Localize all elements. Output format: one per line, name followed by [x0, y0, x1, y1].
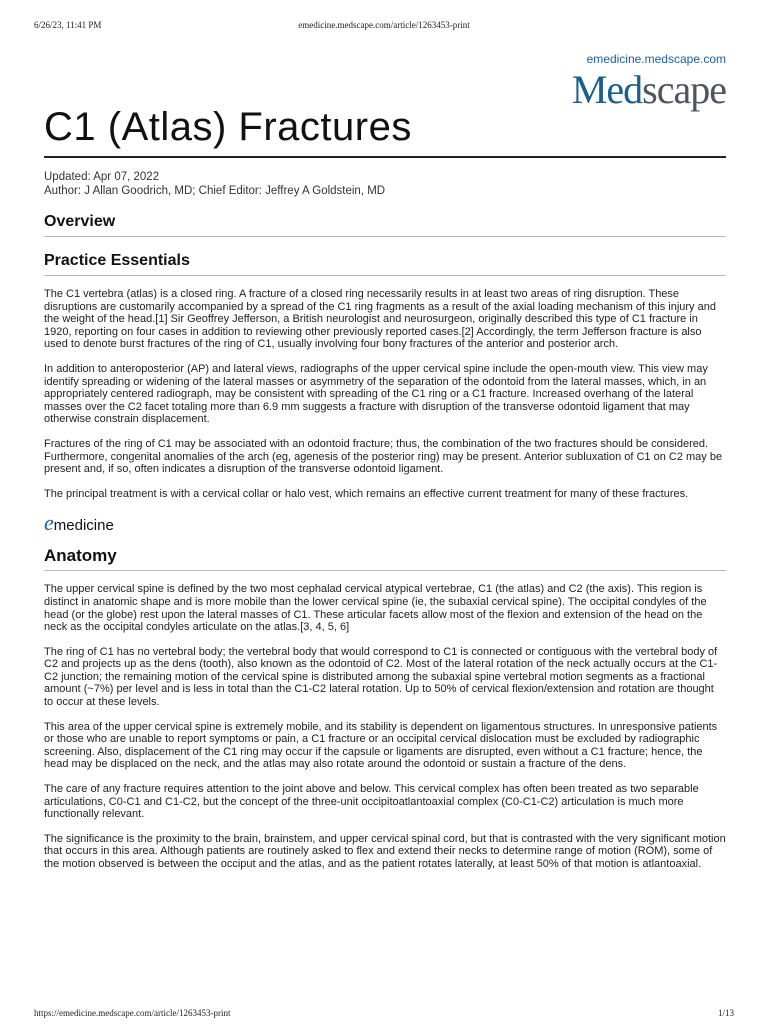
paragraph: The C1 vertebra (atlas) is a closed ring. A fracture of a closed ring necessarily results in at least two areas of ring disruption. These disruptions are customarily accompanied by a spread of the C1 ring fragments as a result of the axial loading mechanism of this injury and the weight of the head.[1] Sir Geoffrey Jefferson, a British neurologist and neurosurgeon, originally described this type of C1 fracture in 1920, reporting on four cases in addition to reviewing other previously reported cases.[2] Accordingly, the term Jefferson fracture is also used to denote burst fractures of the ring of C1, usually involving four bony fractures of the anterior and posterior arch.: [44, 288, 716, 351]
emedicine-logo: [44, 510, 726, 536]
title-divider: [44, 156, 726, 158]
anatomy-divider: [44, 570, 726, 571]
logo-scape: scape: [642, 67, 726, 112]
practice-essentials-heading: Practice Essentials: [44, 252, 190, 269]
paragraph: In addition to anteroposterior (AP) and lateral views, radiographs of the upper cervical spine include the open-mouth view. This view may identify spreading or widening of the lateral masses or asymmetry of the separation of the odontoid from the lateral masses, which, in an appropriately centered radiograph, may be consistent with spreading of the C1 ring or a C1 fracture. Increased overhang of the lateral masses over the C2 facet totaling more than 6.9 mm suggests a fracture with disruption of the transverse odontoid ligament that may otherwise constrain displacement.: [44, 362, 708, 426]
print-datetime: 6/26/23, 11:41 PM: [34, 20, 102, 30]
article-meta: [44, 170, 726, 198]
practice-divider: [44, 275, 726, 276]
authors: Author: J Allan Goodrich, MD; Chief Editor: Jeffrey A Goldstein, MD: [44, 185, 386, 197]
paragraph: The significance is the proximity to the brain, brainstem, and upper cervical spinal cord, but that is contrasted with the very significant motion that occurs in this area. Although patients are routinely asked to flex and extend their necks to determine range of motion (ROM), some of the motion observed is between the occiput and the atlas, and as the patient rotates laterally, at least 50% of that motion is atlantoaxial.: [44, 832, 726, 870]
medscape-logo[interactable]: [571, 67, 726, 112]
overview-heading: Overview: [44, 213, 116, 230]
paragraph: This area of the upper cervical spine is extremely mobile, and its stability is dependent on ligamentous structures. In unresponsive patients or those who are unable to report symptoms or pain, a C1 fracture or an occipital cervical dislocation must be excluded by radiographic screening. Also, displacement of the C1 ring may occur if the capsule or ligaments are disrupted, even without a C1 fracture; hence, the head may be displaced on the neck, and the atlas may also rotate around the odontoid or sustain a fracture of the dens.: [44, 720, 718, 771]
anatomy-heading: Anatomy: [44, 546, 117, 566]
site-link[interactable]: emedicine.medscape.com: [586, 52, 726, 66]
article-page: [44, 52, 726, 871]
paragraph: The principal treatment is with a cervical collar or halo vest, which remains an effective current treatment for many of these fractures.: [44, 487, 689, 500]
page-number: 1/13: [717, 1008, 734, 1018]
paragraph: Fractures of the ring of C1 may be associated with an odontoid fracture; thus, the combination of the two fractures should be considered. Furthermore, congenital anomalies of the arch (eg, agenesis of the posterior ring) may be present. Anterior subluxation of C1 on C2 may be present and, if so, often indicates a disruption of the transverse odontoid ligament.: [44, 437, 723, 476]
footer-url: https://emedicine.medscape.com/article/1263453-print: [34, 1008, 231, 1018]
logo-med: Med: [571, 67, 643, 112]
emedicine-logo-e: e: [44, 510, 54, 536]
updated-date: Updated: Apr 07, 2022: [44, 171, 160, 183]
overview-divider: [44, 236, 726, 237]
emedicine-logo-text: medicine: [53, 517, 114, 535]
anatomy-body: [44, 583, 726, 870]
print-url: emedicine.medscape.com/article/1263453-print: [298, 20, 470, 30]
article-title: C1 (Atlas) Fractures: [44, 105, 412, 149]
practice-essentials-body: [44, 288, 726, 500]
paragraph: The upper cervical spine is defined by the two most cephalad cervical atypical vertebrae, C1 (the atlas) and C2 (the axis). This region is distinct in anatomic shape and is more mobile than the lower cervical spine (ie, the subaxial cervical spine). The occipital condyles of the head (or the globe) rest upon the lateral masses of C1. These articular facets allow most of the flexion and extension of the head on the neck as the occipital condyles articulate on the atlas.[3, 4, 5, 6]: [44, 583, 707, 634]
paragraph: The ring of C1 has no vertebral body; the vertebral body that would correspond to C1 is connected or contiguous with the vertebral body of C2 and projects up as the dens (tooth), also known as the odontoid of C2. Most of the lateral rotation of the neck actually occurs at the C1-C2 junction; the remaining motion of the cervical spine is distributed among the subaxial spine vertebral motion segments as a fractional amount (~7%) per level and is less in total than the C1-C2 lateral rotation. Up to 50% of cervical flexion/extension and rotation are thought to occur at these levels.: [44, 645, 718, 709]
paragraph: The care of any fracture requires attention to the joint above and below. This cervical complex has often been treated as two separable articulations, C0-C1 and C1-C2, but the concept of the three-unit occipitoatlantoaxial complex (C0-C1-C2) articulation is much more functionally relevant.: [44, 783, 699, 821]
brand-area: [44, 52, 726, 112]
